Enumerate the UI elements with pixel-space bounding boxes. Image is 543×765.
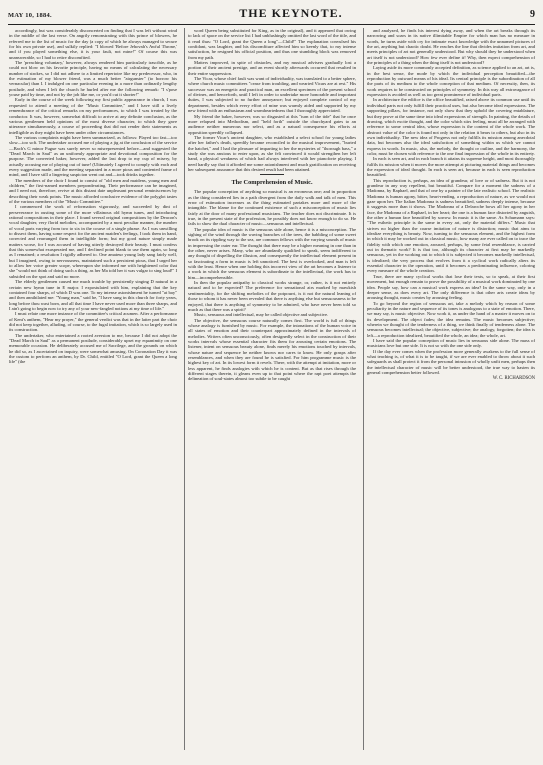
paragraph: I commenced the work of reformation vigorously, and succeeded by dint of perseverance in ousting some of the more villainous old hymn tunes, and introducing rational compositions in their place. I found several original compositions by the Deacon's vocal daughter, very florid melodies, accompanied by a most peculiar manner, the number of vocal parts varying from two to six in the course of a single phrase. As I was unwilling to dissect them, having some respect for the ancient maiden's feelings, I took them in hand, corrected and rearranged them in intelligible form; but my good nature simply made matters worse, for I was accused of having utterly destroyed their beauty. I must confess that this somewhat exasperated me, and I declined point blank to use them again, so long as I remained; a resolution I rigidly adhered to. One amateur young lady sang fairly well, but I imagined, owing to nervousness, maintained such a persistent pious, that I urged her to allow her voice greater scope, whereupon she informed me with heightened color that she "would not think of doing such a thing, as her Ma told her it was vulgar to sing loud!" I subsided on the spot and said no more. — [9, 204, 177, 279]
paragraph: The Vicar, whose chief fault was want of individuality, was translated to a better sphere, where church music committees "cease from troubling, and wearied Vicars are at rest." His successor was an energetic and practical man, an excellent specimen of the present school of divines, and henceforth, until I left in order to undertake more honorable and important duties, I was subjected to no further annoyance; but enjoyed complete control of my department, besides which every effort of mine was warmly aided and supported by my new friend with an enthusiasm and warmheartedness that I thoroughly appreciated. — [188, 76, 356, 114]
paragraph: accordingly, but was considerably disconcerted on finding that I was left without wind in the middle of the last verse. On angrily remonstrating with this prince of blowers, he referred me to the list of music for the day (a copy of which he always managed to secure for his own private use), and sulkily replied: "I blowed 'Before Jehovah's Awful Throne,' and if you played something else, it is your fault, not mine!" Of course this was unanswerable, so I had to retire discomfited. — [9, 28, 177, 60]
paragraph: The various complaints might have been summarized, as follows: Played too fast—too slow—too soft. The undertaker accused me of playing a jig at the conclusion of the service—Bach's G minor Fugue was surely never so misrepresented before—and suggested the "Dead March in Saul" as an uniformly appropriate and devotional composition for the purpose. The converted baker, however, added the last drop to my cup of misery, by actually accusing me of playing out of tune! (Ultimately I agreed to comply with each and every suggestion made, and the meeting separated in a more pious and contented frame of mind, and I have still a lingering suspicion went out and—took drinks together. — [9, 134, 177, 178]
masthead — [8, 6, 535, 25]
paragraph: Early in the course of the week following my first public appearance in church, I was requested to attend a meeting of the "Music Committee," and I have still a lively remembrance of the critical remarks on my performances, to which I was treated by the conductor. It was, however, somewhat difficult to arrive at any definite conclusion, as the various gentlemen held opinions of the most diverse character, to which they gave utterance simultaneously, a course of proceeding that did not render their statements as intelligible as they might have been under other circumstances. — [9, 97, 177, 135]
paragraph: The 'preaching voluntary,' however, always rendered him particularly irascible, as he could not blow on his favorite principle, having no means of calculating the necessary number of strokes, so I did not adhere to a limited repertoire like my predecessor, who, in the estimation of my blower friend, was a much better "airgunster" (to borrow his vernacular) than I. I indulged on one particular evening in a more than ordinarily lengthy postlude, and when I left the church he hurled after me the following remark: "I s'pose youse paid by time, and not by the job like me, or you'd cut it shorter!" — [9, 60, 177, 98]
publication-title: THE KEYNOTE. — [239, 6, 343, 20]
paragraph: If the day ever comes when the profession more generally awakens to the full sense of what teaching is, of what it is to be taught, if we are ever enabled to throw about it such safeguards as shall protect it from the personal intrusion of wholly unfit men, perhaps then the intellectual character of music will be better understood, the true way to hasten its general comprehension better followed. — [367, 348, 535, 375]
paragraph: The popular conception of anything so musical is an erroneous one; and in proportion as the thing considered lies in a path divergent from the daily walk and talk of men. This error of estimation increases as the thing estimated partakes more and more of the intangible. The blame for the continued existence of such a misconception of music lies fairly at the door of many professional musicians. The teacher does not discriminate. It is true, in the present state of the profession, he possibly does not know enough to do so. He fails to show the dual character of music—sensuous and intellectual. — [188, 189, 356, 227]
paragraph: This reproduction is, perhaps, an idea of grandeur, of love or of sadness. But it is not grandeur in any way repellent, but beautiful. Compare for a moment the sadness of a Madonna, by Raphael, and that of one by a painter of the late realistic school. The realistic Madonna is human agony, bitter, heart-rending, a reproduction of nature, as we would not gaze upon her. The Italian Madonna is sadness beautified, sadness deeply intense, because it suggests more than it shows. The Madonna of a Delaroche bows all her agony in her face, the Madonna of a Raphael, in her heart; the one is a human face distorted by anguish, the other a human face beautified by sorrow. In music it is the same. As Schumann says: "The esthetic principle is the same in every art, only the material differs." Music that strives no higher than the coarse imitation of nature is distortion; music that aims to idealize everything is beauty. Now, turning to the sensuous element, and the highest form in which it may be worked out in classical music, how many are ever called on to trace the fidelity with which one emotion, aroused, perhaps, by some fetal resemblance, is carried out in thematic work? It is that too, although its character at first may be markedly sensuous, yet in the working out to which it is subjected it becomes markedly intellectual, is idealized; the very process that evolves from it a cyclical work radically alters its essential character in the operation, until it becomes a predominating influence, coloring every measure of the whole creation. — [367, 177, 535, 274]
column-2 — [184, 28, 356, 750]
column-1 — [8, 28, 177, 750]
article-title: The Comprehension of Music. — [231, 179, 313, 187]
paragraph: Music, sensuous and intellectual, may be called objective and subjective. — [194, 312, 329, 318]
paragraph: Laying aside its more commonly accepted definition, as science applied to an art, art is, in the best sense, the mode by which the individual perception beautified—the reproduction by outward means of his ideal. Its central principle is the subordination of all the parts of its medium to the whole conception of that medium. Of necessity, then, its work requires to be constructed on principles of symmetry. In this way all extravagance of expression is avoided as well as too great prominence of individual parts. — [367, 65, 535, 98]
newspaper-page — [8, 6, 535, 753]
section-rule — [260, 174, 284, 175]
paragraph: My friend the baker, however, was so disgusted at this "turn of the tide" that he once more relapsed into Methodism, and "held forth" outside the churchyard gates to an audience neither numerous nor select, and as a natural consequence his efforts at opposition speedily collapsed. — [188, 113, 356, 135]
paragraph: word Queen being substituted for King, as in the original), and it appeared that owing to lack of space on the service list I had unblushingly omitted the last word of the title, and it read thus: "O Lord, grant the Queen a long"—Child!" The explanation convulsed his confidant, was laughter, and his discomfiture affected him so keenly that, to my intense satisfaction, he resigned his official position, and thus one stumbling block was removed from my path. — [188, 28, 356, 60]
page-number: 9 — [529, 9, 535, 20]
author-signature: W. C. RICHARDSON — [492, 376, 535, 382]
paragraph: The members of the choir I found to consist of "old men and maidens, young men and children," the first-named members preponderating. Their performance can be imagined, and I need not, therefore, revive at this distant date unpleasant personal reminiscences by describing their weak points. The music afforded conclusive evidence of the polyglot tastes of the various members of the "Music Committee." — [9, 177, 177, 204]
issue-date: MAY 10, 1884. — [8, 12, 52, 19]
paragraph: I must relate one more instance of the committee's critical acumen. After a performance of Kent's anthem, "Hear my prayer," the general verdict was that in the latter part the choir did not keep together, alluding, of course, to the fugal imitation, which is so largely used in its construction. — [9, 311, 177, 333]
paragraph: The popular idea of music is the sensuous side alone, hence it is a misconception. The sighing of the wind through the waving branches of the trees, the babbling of some sweet brook on its rippling way to the sea, are common fellows with the varying sounds of music in impressing the outer ear. The thought that there may be a higher meaning in one than in the other, never arises. Many, who are abundantly qualified to speak, seem indifferent to any thought of dispelling the illusion, and consequently the intellectual element present in so fascinating a form in music is left unnoticed. The best is overlooked, and man is left with the least. Hence when one holding this incorrect view of the art becomes a listener to a work in which the sensuous element is subordinate to the intellectual, the work has to him—incomprehensible. — [188, 226, 356, 280]
paragraph: In architecture the edifice is the office beautified, raised above its common use until its individual parts not only fulfill their practical uses, but also become ideal expressions. The supporting pillars, for instance, not only show that they uphold the covering entablature, but they prove at the same time into ideal expressions of strength. In painting, the details of drawing, which excite thought, and the color which stirs feeling, must all be arranged with reference to some central idea, whose expression is the content of the whole work. The abstract value of the color is found not only in the relation it bears to others, but also in its own individuality. The new idea of Progress not only fulfills its mission among anecdotal data, but becomes also the ideal satisfaction of something within us which we cannot express in words. In music, also, the melody, the thought or outline, and the harmony, the color, must be chosen with reference to the one final impression of the whole in its entirety. — [367, 97, 535, 156]
paragraph: True, there are many cyclical works that lose their texts, so to speak, at their first movement, but enough remain to prove the possibility of a musical work dominated by one idea. People say, how can a musical work express an idea? In the same way, only in a deeper sense, as does every art. The only difference is that other arts create ideas by arousing thought, music creates by arousing feeling. — [367, 273, 535, 301]
paragraph: In each is seen art, and in each branch it attains its supreme height, and most thoroughly fulfils its mission when it moves the more attempt at picturing material things and becomes the expression of ideal thought. In each is seen art, because in each is seen reproduction beautified. — [367, 156, 535, 178]
paragraph: To go beyond the region of sensuous art, take a melody which by reason of some peculiarity in the nature and sequence of its tones is analogous to a state of emotion. There, we may say, is music objective. Now work it, as under the hand of a master it moves on to its development. The object fades; the idea remains. The music becomes subjective; wherein we thought of the tenderness of a thing, we think finally of tenderness alone. The sensuous becomes intellectual; the objective, subjective; the analogy, forgotten; the idea is left—a reproduction idealized, beautified the whole, an idea; the whole, art. — [367, 300, 535, 338]
paragraph: In then the popular antipathy to classical works strange, or, rather, is it not entirely natural and to be expected? The preference for sensational airs marked by mawkish sentimentality, for the shifting melodies of the potpourri, is it not the natural leaning of those to whom it has never been revealed that there is anything else but sensuousness to be enjoyed, that there is anything of symmetry to be admired, who have never been told so much as that there was a spirit? — [188, 280, 356, 312]
column-3 — [363, 28, 535, 750]
paragraph: The former Vicar's ancient daughter, who established a select school for young ladies after her father's death, speedily became reconciled to the musical improvement, "buried the hatchet," and I had the pleasure of imparting to her the mysteries of "thorough bass," a study she was anxious to enter upon, as she felt convinced it would strengthen her left hand, a physical weakness of which had always interfered with her pianoforte playing. I need hardly say that it afforded me some astonishment and much gratification on receiving her subsequent assurance that this desired result had been attained. — [188, 134, 356, 172]
paragraph: The elderly gentlemen caused me much trouble by persistently singing D natural in a certain new hymn tune in E major. I expostulated with him, explaining that the key contained four sharps, of which D was one. To my intense astonishment he turned "at bay" and then annihilated me: "Young man," said he, "I have sung in this church for forty years, long before thou wast born, and all that time I have never used more than three sharps, and I ain't going to begin now to try any of your new-fangled notions at my time of life." — [9, 279, 177, 311]
paragraph: Matters improved, in spite of obstacles, and my musical advisers gradually lost a portion of their ancient prestige, and an event shortly afterwards occurred that resulted in their entire suppression. — [188, 60, 356, 76]
paragraph: The objective, the sensuous course naturally comes first. The world is full of things whose analogy is furnished by music. For example, the intonations of the human voice in all states of emotion and their counterpart approximately defined in the intervals of melodies. Writers often unconsciously, often designedly select in the construction of their works intervals whose essential character fits them for arousing certain emotions. The listener, intent on sensuous beauty alone, finds merely his emotions touched by intervals, whose nature and sequence he neither knows nor cares to know. He only grasps after resemblances, and when they are found he is satisfied. For him programme music is the highest key of art. In its lowest form it revels. There, with the attempt at imitation, more or less apparent, he finds analogies with which he is content. But as that rises through the different stages therein, it gleans even up to that point where the rapt poet attempts the delineation of soul-states almost too subtle to be caught — [188, 317, 356, 382]
text-columns — [8, 28, 535, 750]
paragraph: The undertaker, who entertained a rooted aversion to me, because I did not adopt the "Dead March in Saul" as a permanent postlude, considerably upset my equanimity on one memorable occasion. He deliberately accused me of Sacrilege, and the grounds on which he did so, as I ascertained on inquiry, were somewhat amusing. On Coronation Day it was the custom to perform an anthem, by Dr. Child, entitled "O Lord, grant the Queen a long life" (the — [9, 332, 177, 365]
paragraph: I have said the popular conception of music lies in sensuous side alone. The mass of musicians love but one side. It is not so with the one side only. — [367, 337, 535, 349]
paragraph: and analyzed, he finds his interest dying away, and when the art breaks through its narrowing and soars in its native illimitable Empire for which man has no measure in words, he turns aside with cry for intimate exact knowledge with the unnamed pictures of the art, anything but chaotic doubt. He reaches the line that divides imitation from art, and meets principles of art not generally understood. But why should they be understood when art itself is not understood? How few ever define it! Why, then expect comprehension of the principles of a thing when the thing itself is not understood? — [367, 28, 535, 66]
